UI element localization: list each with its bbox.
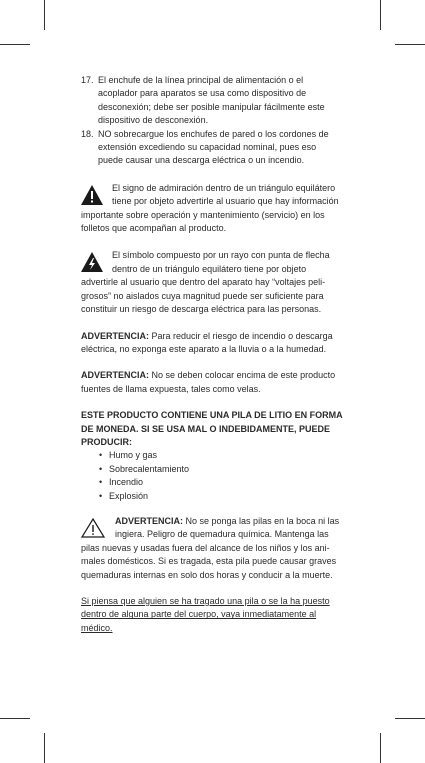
- exclamation-note-text: El signo de admiración dentro de un triángulo equilátero tiene por objeto advertirle al usuario que hay información importante sobre operación y mantenimiento (servicio) en los folletos que acompañan al producto.: [81, 182, 339, 234]
- warning-label: ADVERTENCIA:: [115, 515, 184, 526]
- instruction-item-18: [81, 128, 343, 168]
- warning-text: No se deben colocar encima de este producto fuentes de llama expuesta, tales como velas.: [81, 370, 336, 394]
- list-item: • Humo y gas: [99, 449, 343, 462]
- battery-heading: ESTE PRODUCTO CONTIENE UNA PILA DE LITIO EN FORMA DE MONEDA. SI SE USA MAL O INDEBIDAMENTE, PUEDE PRODUCIR:: [81, 410, 343, 447]
- crop-mark-top-left-h: [0, 44, 30, 45]
- swallow-advice: Si piensa que alguien se ha tragado una pila o se la ha puesto dentro de alguna parte del cuerpo, vaya inmediatamente al médico.: [81, 596, 330, 633]
- item-text: NO sobrecargue los enchufes de pared o los cordones de extensión excediendo su capacidad nominal, pues eso puede causar una descarga eléctrica o un incendio.: [98, 128, 329, 166]
- warning-flame: [81, 369, 343, 396]
- warning-label: ADVERTENCIA:: [81, 330, 150, 341]
- lightning-triangle-icon: [81, 252, 103, 272]
- list-item: • Incendio: [99, 476, 343, 489]
- battery-warning: [81, 515, 343, 582]
- warning-rain: [81, 330, 343, 357]
- crop-mark-top-right-h: [395, 44, 425, 45]
- warning-text: Para reducir el riesgo de incendio o descarga eléctrica, no exponga este aparato a la lluvia o a la humedad.: [81, 330, 333, 354]
- crop-mark-bottom-left-h: [0, 718, 30, 719]
- lightning-note-text: El símbolo compuesto por un rayo con punta de flecha dentro de un triángulo equilátero tiene por objeto advertirle al usuario que dentro del aparato hay “voltajes peli-grosos” no aislados cuya magnitud puede ser suficiente para constituir un riesgo de descarga eléctrica para las personas.: [81, 250, 330, 315]
- list-item: • Explosión: [99, 490, 343, 503]
- warning-label: ADVERTENCIA:: [81, 370, 150, 381]
- exclamation-triangle-icon: [81, 185, 103, 205]
- crop-mark-bottom-left-v: [44, 733, 45, 763]
- item-number: 18.: [81, 128, 94, 139]
- safety-instructions-page: [81, 74, 343, 635]
- hazard-list: [99, 449, 343, 503]
- warning-text: No se ponga las pilas en la boca ni las ingiera. Peligro de quemadura química. Mantenga las pilas nuevas y usadas fuera del alcance de los niños y los ani-males domésticos. Si es tragada, esta pila puede causar graves quemaduras internas en solo dos horas y conducir a la muerte.: [81, 515, 340, 580]
- outline-warning-triangle-icon: [81, 518, 105, 538]
- list-item: • Sobrecalentamiento: [99, 463, 343, 476]
- crop-mark-top-right-v: [380, 0, 381, 30]
- crop-mark-bottom-right-v: [380, 733, 381, 763]
- crop-mark-top-left-v: [44, 0, 45, 30]
- item-number: 17.: [81, 75, 94, 85]
- exclamation-note: [81, 182, 343, 236]
- item-text: El enchufe de la línea principal de alimentación o el acoplador para aparatos se usa como dispositivo de desconexión; debe ser posible manipular fácilmente este dispositivo de desconexión.: [98, 75, 325, 126]
- crop-mark-bottom-right-h: [395, 718, 425, 719]
- lightning-note: [81, 249, 343, 316]
- instruction-item-17: [81, 74, 343, 128]
